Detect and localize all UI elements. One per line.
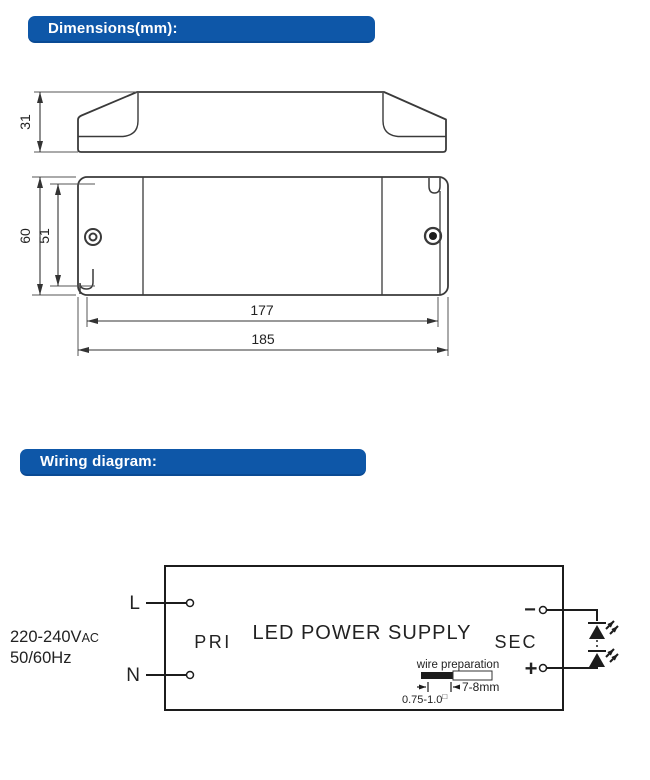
mounting-slot-top-right [429, 178, 440, 193]
mounting-slot-bottom-left [80, 269, 93, 294]
wire-preparation-label: wire preparation [416, 659, 500, 671]
output-negative-point [540, 607, 547, 614]
led-2-emission-arrow [610, 654, 618, 662]
led-string [588, 621, 618, 667]
cross-section-unit: □ [442, 692, 448, 701]
led-2-symbol [589, 653, 605, 667]
output-positive-point [540, 665, 547, 672]
wiring-diagram [0, 540, 650, 780]
side-view-outline [78, 92, 446, 152]
screw-hole-left-outer [85, 229, 101, 245]
led-1-emission-arrow [610, 626, 618, 634]
wiring-section-header [20, 449, 366, 476]
led-1-symbol [589, 625, 605, 639]
inner-length-value: 177 [250, 302, 274, 318]
top-view-outline [78, 177, 448, 295]
side-height-value: 31 [17, 114, 33, 130]
wiring-header-label: Wiring diagram: [40, 453, 158, 470]
dimensions-drawing [0, 75, 650, 375]
screw-hole-left-inner [90, 234, 97, 241]
top-view [78, 177, 448, 295]
line-terminal-point [187, 600, 194, 607]
side-view [78, 92, 446, 152]
dimension-side-height [17, 92, 137, 152]
output-positive-label: + [524, 656, 538, 681]
line-terminal-label: L [129, 593, 140, 614]
output-negative-label: − [524, 599, 536, 621]
led-1-emission-arrow [606, 621, 614, 629]
dimension-inner-length [87, 297, 438, 327]
strip-length-value: 7-8mm [462, 680, 500, 694]
led-2-emission-arrow [606, 649, 614, 657]
outer-length-value: 185 [251, 331, 275, 347]
neutral-terminal-point [187, 672, 194, 679]
stripped-wire-graphic [453, 671, 492, 680]
supply-voltage-value: 220-240V [10, 628, 82, 646]
supply-voltage-unit: AC [81, 631, 99, 645]
primary-label: PRI [194, 632, 232, 652]
secondary-label: SEC [494, 632, 538, 652]
screw-hole-right-inner [429, 232, 437, 240]
supply-voltage-label [10, 628, 99, 646]
cross-section-label [402, 692, 447, 706]
top-inner-height-value: 51 [36, 228, 52, 244]
side-view-inner-left-edge [78, 93, 138, 137]
neutral-terminal-label: N [126, 665, 140, 686]
dimensions-header-label: Dimensions(mm): [48, 20, 178, 37]
supply-frequency-label: 50/60Hz [10, 649, 72, 667]
top-outer-height-value: 60 [17, 228, 33, 244]
wire-insulation-graphic [421, 672, 453, 679]
dimensions-section-header [28, 16, 375, 43]
power-supply-title: LED POWER SUPPLY [252, 622, 472, 644]
cross-section-value: 0.75-1.0 [402, 694, 443, 706]
